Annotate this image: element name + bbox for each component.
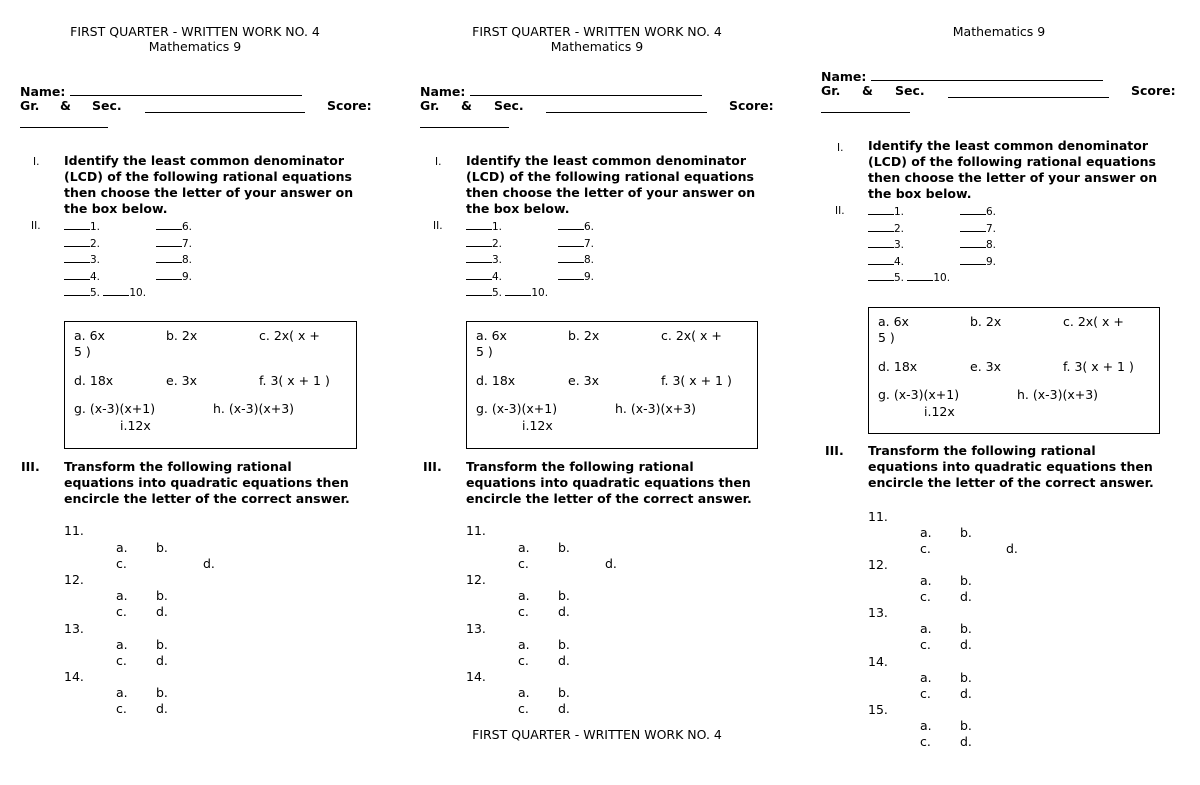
answer-item-7[interactable]: 7. (558, 235, 594, 252)
answer-item-1[interactable]: 1. (64, 218, 146, 235)
part1-instructions: Identify the least common denominator (LCD) of the following rational equations then choose the letter of your answer on the box below. (868, 138, 1158, 201)
choice-g: g. (x-3)(x+1) (74, 401, 156, 416)
option-a[interactable]: a. (518, 588, 530, 603)
part3-number: III. (825, 443, 844, 458)
answer-blank[interactable] (466, 235, 492, 247)
answer-blank[interactable] (156, 235, 182, 247)
sec-label: Sec. (494, 98, 524, 113)
answer-blank[interactable] (466, 268, 492, 280)
answer-item-7[interactable]: 7. (156, 235, 192, 252)
question-number: 13. (64, 621, 84, 636)
option-c[interactable]: c. (518, 701, 529, 716)
option-a[interactable]: a. (116, 588, 128, 603)
question-number: 12. (466, 572, 486, 587)
choice-i: i.12x (120, 418, 151, 433)
option-d[interactable]: d. (203, 556, 215, 571)
option-d[interactable]: d. (558, 604, 570, 619)
option-d[interactable]: d. (960, 686, 972, 701)
part2-number: II. (31, 220, 41, 232)
title-subject: Mathematics 9 (148, 39, 242, 54)
question-number: 13. (868, 605, 888, 620)
choice-f: f. 3( x + 1 ) (259, 373, 330, 388)
answer-blank[interactable] (466, 284, 492, 296)
answer-blank[interactable] (156, 251, 182, 263)
option-c[interactable]: c. (116, 701, 127, 716)
choice-a: a. 6x (476, 328, 507, 343)
answer-item-3[interactable]: 3. (466, 251, 548, 268)
section-blank[interactable] (948, 83, 1109, 98)
option-c[interactable]: c. (920, 686, 931, 701)
name-blank[interactable] (470, 83, 702, 96)
answer-blank[interactable] (907, 269, 933, 281)
option-b[interactable]: b. (960, 670, 972, 685)
answer-item-6[interactable]: 6. (156, 218, 192, 235)
question-number: 14. (868, 654, 888, 669)
option-b[interactable]: b. (558, 685, 570, 700)
choice-g: g. (x-3)(x+1) (878, 387, 960, 402)
option-b[interactable]: b. (960, 718, 972, 733)
section-blank[interactable] (145, 98, 305, 113)
question-number: 12. (64, 572, 84, 587)
option-d[interactable]: d. (960, 637, 972, 652)
choice-e: e. 3x (970, 359, 1001, 374)
answer-blank[interactable] (960, 253, 986, 265)
option-d[interactable]: d. (960, 589, 972, 604)
answer-blank[interactable] (505, 284, 531, 296)
answer-item-2[interactable]: 2. (466, 235, 548, 252)
answer-item-6[interactable]: 6. (960, 203, 996, 220)
option-b[interactable]: b. (156, 540, 168, 555)
option-c[interactable]: c. (920, 541, 931, 556)
answer-blank[interactable] (466, 251, 492, 263)
answer-item-4[interactable]: 4. (868, 253, 950, 270)
question-number: 14. (64, 669, 84, 684)
option-c[interactable]: c. (116, 653, 127, 668)
title-quarter: FIRST QUARTER - WRITTEN WORK NO. 4 (472, 24, 722, 39)
option-b[interactable]: b. (960, 525, 972, 540)
question-number: 15. (868, 702, 888, 717)
title-quarter: FIRST QUARTER - WRITTEN WORK NO. 4 (70, 24, 320, 39)
answer-blank[interactable] (868, 220, 894, 232)
option-a[interactable]: a. (116, 637, 128, 652)
choice-b: b. 2x (568, 328, 600, 343)
name-label: Name: (420, 84, 466, 99)
answer-blank[interactable] (868, 269, 894, 281)
choice-h: h. (x-3)(x+3) (213, 401, 295, 416)
option-c[interactable]: c. (116, 556, 127, 571)
choice-c-continued: 5 ) (878, 330, 895, 345)
answer-item-8[interactable]: 8. (960, 236, 996, 253)
option-b[interactable]: b. (156, 637, 168, 652)
answer-item-6[interactable]: 6. (558, 218, 594, 235)
title-block (20, 24, 370, 54)
part3-instructions: Transform the following rational equations into quadratic equations then encircle the letter of the correct answer. (466, 459, 752, 506)
score-label: Score: (1131, 83, 1176, 98)
question-number: 14. (466, 669, 486, 684)
name-label: Name: (821, 69, 867, 84)
part1-number: I. (33, 156, 40, 168)
answer-item-8[interactable]: 8. (558, 251, 594, 268)
option-a[interactable]: a. (518, 540, 530, 555)
answer-blank[interactable] (64, 268, 90, 280)
answer-blank[interactable] (558, 235, 584, 247)
choice-e: e. 3x (166, 373, 197, 388)
question-number: 11. (64, 523, 84, 538)
choice-a: a. 6x (74, 328, 105, 343)
answer-item-4[interactable]: 4. (64, 268, 146, 285)
score-blank[interactable] (20, 112, 108, 128)
option-a[interactable]: a. (116, 540, 128, 555)
answer-blank[interactable] (868, 203, 894, 215)
option-d[interactable]: d. (960, 734, 972, 749)
option-d[interactable]: d. (605, 556, 617, 571)
option-c[interactable]: c. (518, 653, 529, 668)
title-subject: Mathematics 9 (550, 39, 644, 54)
answer-item-1[interactable]: 1. (466, 218, 548, 235)
answer-blank[interactable] (103, 284, 129, 296)
option-d[interactable]: d. (156, 701, 168, 716)
choice-e: e. 3x (568, 373, 599, 388)
option-a[interactable]: a. (920, 573, 932, 588)
part3-instructions: Transform the following rational equations into quadratic equations then encircle the letter of the correct answer. (64, 459, 350, 506)
option-d[interactable]: d. (156, 653, 168, 668)
choice-i: i.12x (924, 404, 955, 419)
amp-label: & (461, 98, 472, 113)
option-b[interactable]: b. (558, 588, 570, 603)
answer-column-left (868, 203, 950, 286)
answer-blank[interactable] (558, 251, 584, 263)
option-a[interactable]: a. (116, 685, 128, 700)
answer-blank[interactable] (64, 235, 90, 247)
part1-number: I. (435, 156, 442, 168)
option-b[interactable]: b. (960, 573, 972, 588)
score-blank[interactable] (420, 112, 509, 128)
choice-g: g. (x-3)(x+1) (476, 401, 558, 416)
answer-blank[interactable] (960, 236, 986, 248)
option-b[interactable]: b. (156, 588, 168, 603)
part3-number: III. (423, 459, 442, 474)
choice-d: d. 18x (476, 373, 516, 388)
answer-blank[interactable] (466, 218, 492, 230)
amp-label: & (60, 98, 71, 113)
part1-instructions: Identify the least common denominator (LCD) of the following rational equations then choose the letter of your answer on the box below. (466, 153, 756, 216)
choice-f: f. 3( x + 1 ) (661, 373, 732, 388)
answer-column-left (64, 218, 146, 301)
part2-number: II. (433, 220, 443, 232)
answer-item-7[interactable]: 7. (960, 220, 996, 237)
option-d[interactable]: d. (156, 604, 168, 619)
choice-c: c. 2x( x + (1063, 314, 1124, 329)
question-number: 11. (868, 509, 888, 524)
answer-blank[interactable] (64, 218, 90, 230)
choice-f: f. 3( x + 1 ) (1063, 359, 1134, 374)
answer-blank[interactable] (558, 268, 584, 280)
name-blank[interactable] (70, 83, 302, 96)
option-d[interactable]: d. (558, 701, 570, 716)
option-b[interactable]: b. (156, 685, 168, 700)
option-c[interactable]: c. (518, 556, 529, 571)
option-b[interactable]: b. (558, 540, 570, 555)
answer-item-3[interactable]: 3. (64, 251, 146, 268)
answer-item-2[interactable]: 2. (64, 235, 146, 252)
option-a[interactable]: a. (518, 685, 530, 700)
answer-item-3[interactable]: 3. (868, 236, 950, 253)
answer-item-5-10[interactable]: 5. 10. (868, 269, 950, 286)
part1-number: I. (837, 142, 844, 154)
answer-item-9[interactable]: 9. (156, 268, 192, 285)
answer-blank[interactable] (64, 284, 90, 296)
answer-column-right (960, 203, 996, 269)
option-b[interactable]: b. (960, 621, 972, 636)
part1-instructions: Identify the least common denominator (LCD) of the following rational equations then choose the letter of your answer on the box below. (64, 153, 354, 216)
choice-c: c. 2x( x + (259, 328, 320, 343)
choice-d: d. 18x (878, 359, 918, 374)
answer-blank[interactable] (558, 218, 584, 230)
part2-number: II. (835, 205, 845, 217)
answer-blank[interactable] (960, 203, 986, 215)
answer-item-1[interactable]: 1. (868, 203, 950, 220)
amp-label: & (862, 83, 873, 98)
choice-h: h. (x-3)(x+3) (615, 401, 697, 416)
option-a[interactable]: a. (518, 637, 530, 652)
option-c[interactable]: c. (920, 637, 931, 652)
answer-column-right (558, 218, 594, 284)
answer-blank[interactable] (156, 218, 182, 230)
answer-blank[interactable] (868, 236, 894, 248)
answer-item-9[interactable]: 9. (558, 268, 594, 285)
choice-i: i.12x (522, 418, 553, 433)
section-blank[interactable] (546, 98, 707, 113)
score-blank[interactable] (821, 97, 910, 113)
choices-box (466, 321, 758, 449)
answer-column-right (156, 218, 192, 284)
choice-a: a. 6x (878, 314, 909, 329)
question-number: 13. (466, 621, 486, 636)
choice-c-continued: 5 ) (476, 344, 493, 359)
choice-c: c. 2x( x + (661, 328, 722, 343)
choice-b: b. 2x (166, 328, 198, 343)
option-a[interactable]: a. (920, 670, 932, 685)
option-c[interactable]: c. (518, 604, 529, 619)
option-a[interactable]: a. (920, 621, 932, 636)
gr-label: Gr. (420, 98, 440, 113)
choice-h: h. (x-3)(x+3) (1017, 387, 1099, 402)
option-d[interactable]: d. (558, 653, 570, 668)
answer-item-5-10[interactable]: 5. 10. (64, 284, 146, 301)
answer-blank[interactable] (64, 251, 90, 263)
sec-label: Sec. (895, 83, 925, 98)
footer-title: FIRST QUARTER - WRITTEN WORK NO. 4 (472, 727, 722, 742)
answer-item-9[interactable]: 9. (960, 253, 996, 270)
score-label: Score: (327, 98, 372, 113)
answer-item-8[interactable]: 8. (156, 251, 192, 268)
part3-number: III. (21, 459, 40, 474)
name-blank[interactable] (871, 68, 1103, 81)
gr-label: Gr. (20, 98, 40, 113)
option-c[interactable]: c. (116, 604, 127, 619)
option-b[interactable]: b. (558, 637, 570, 652)
answer-column-left (466, 218, 548, 301)
choices-box (868, 307, 1160, 434)
name-label: Name: (20, 84, 66, 99)
option-d[interactable]: d. (1006, 541, 1018, 556)
choice-c-continued: 5 ) (74, 344, 91, 359)
answer-blank[interactable] (960, 220, 986, 232)
choice-d: d. 18x (74, 373, 114, 388)
answer-item-4[interactable]: 4. (466, 268, 548, 285)
gr-label: Gr. (821, 83, 841, 98)
question-number: 12. (868, 557, 888, 572)
option-a[interactable]: a. (920, 525, 932, 540)
option-c[interactable]: c. (920, 589, 931, 604)
title-block (422, 24, 772, 54)
answer-blank[interactable] (156, 268, 182, 280)
score-label: Score: (729, 98, 774, 113)
option-c[interactable]: c. (920, 734, 931, 749)
choices-box (64, 321, 357, 449)
option-a[interactable]: a. (920, 718, 932, 733)
answer-item-2[interactable]: 2. (868, 220, 950, 237)
part3-instructions: Transform the following rational equations into quadratic equations then encircle the letter of the correct answer. (868, 443, 1154, 490)
question-number: 11. (466, 523, 486, 538)
answer-blank[interactable] (868, 253, 894, 265)
title-subject: Mathematics 9 (952, 24, 1046, 39)
answer-item-5-10[interactable]: 5. 10. (466, 284, 548, 301)
choice-b: b. 2x (970, 314, 1002, 329)
sec-label: Sec. (92, 98, 122, 113)
